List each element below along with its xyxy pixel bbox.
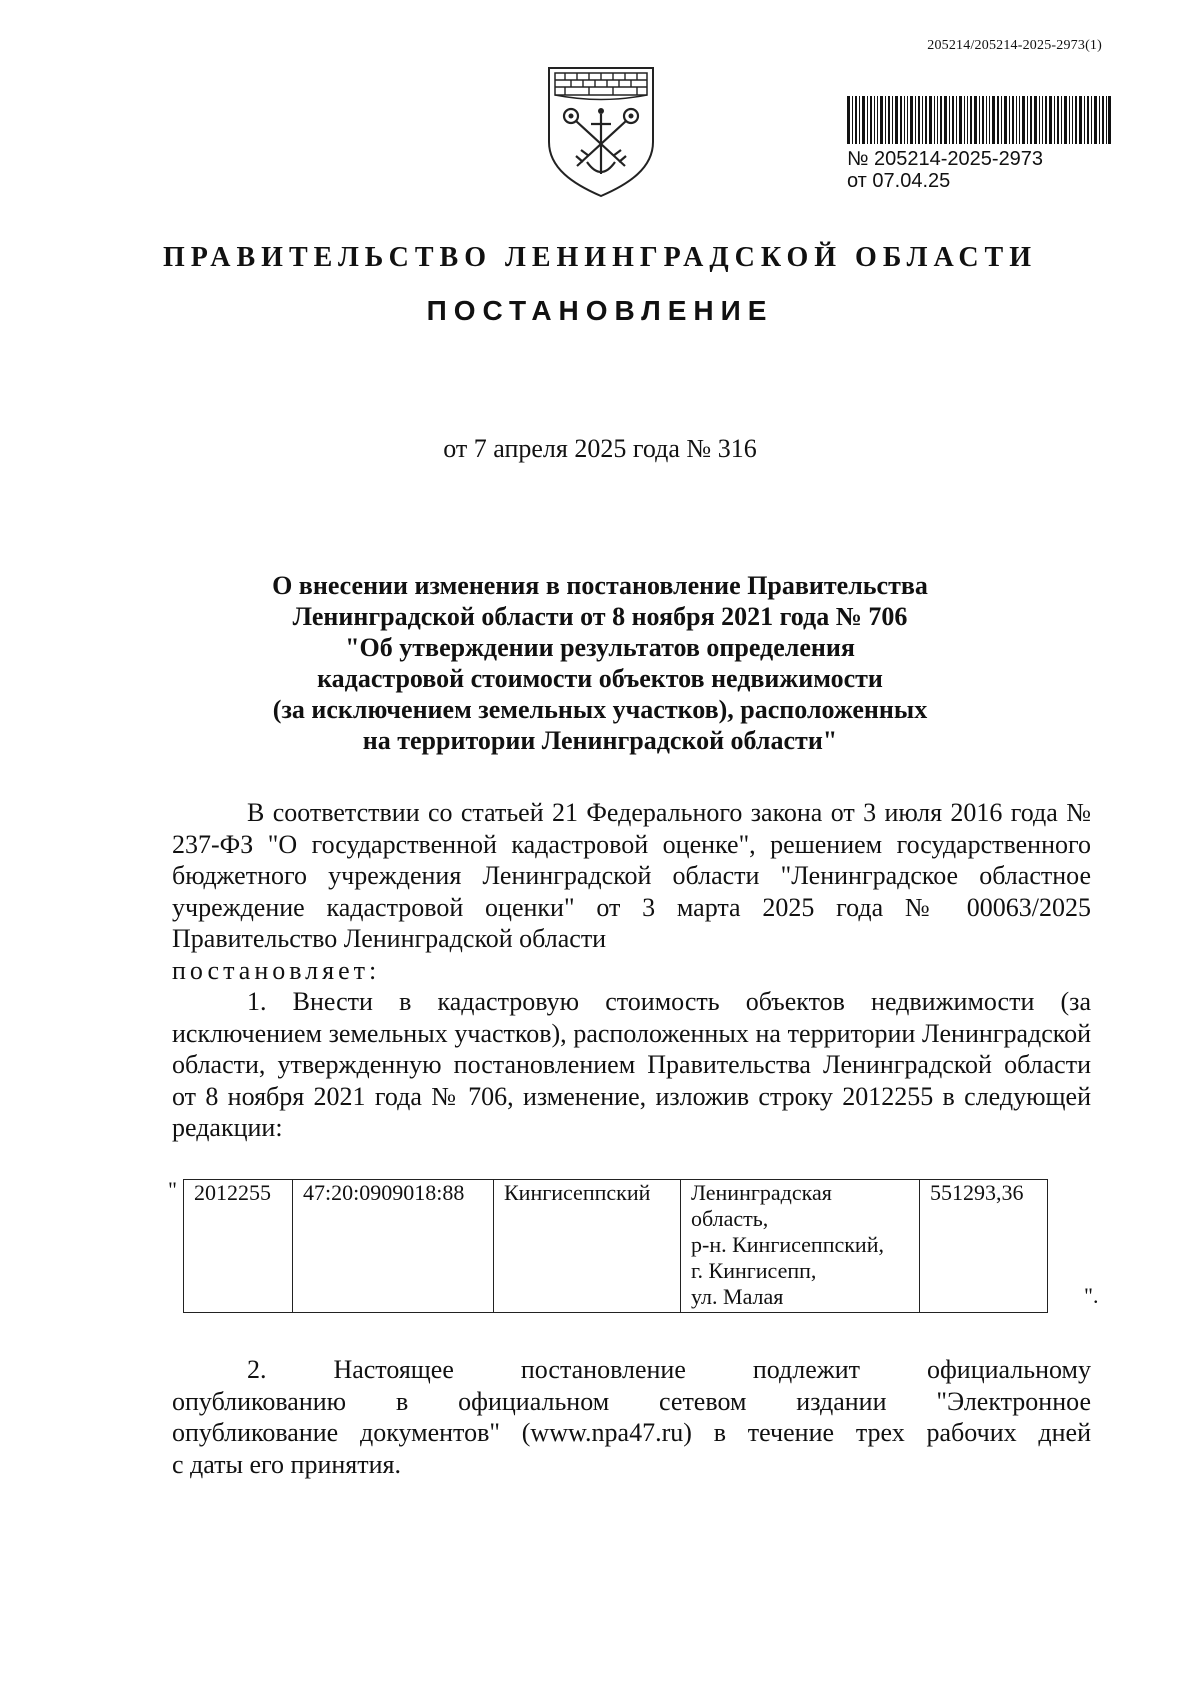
- closing-quote: ".: [1084, 1283, 1099, 1308]
- address-line: Ленинградская: [691, 1180, 832, 1205]
- item-2-line: 2. Настоящее постановление подлежит официальному: [247, 1355, 1091, 1384]
- subject-line: на территории Ленинградской области": [362, 726, 838, 755]
- government-title: ПРАВИТЕЛЬСТВО ЛЕНИНГРАДСКОЙ ОБЛАСТИ: [162, 242, 1038, 273]
- document-date-number: от 7 апреля 2025 года № 316: [443, 434, 757, 463]
- subject-line: О внесении изменения в постановление Правительства: [272, 571, 928, 600]
- address-line: р-н. Кингисеппский,: [691, 1232, 884, 1257]
- table-row: [184, 1180, 1048, 1313]
- subject-line: кадастровой стоимости объектов недвижимости: [317, 664, 883, 693]
- decrees-word: постановляет:: [172, 955, 381, 985]
- item-2-paragraph: [172, 1354, 1091, 1480]
- item-2-line: опубликованию в официальном сетевом издании "Электронное: [172, 1386, 1091, 1416]
- item-2-line: с даты его принятия.: [172, 1449, 401, 1479]
- document-body: [172, 797, 1091, 1144]
- district-cell: Кингисеппский: [494, 1180, 681, 1313]
- preamble-paragraph: В соответствии со статьей 21 Федерального закона от 3 июля 2016 года № 237-ФЗ "О государственной кадастровой оценке", решением государственного бюджетного учреждения Ленинградской области "Ленинградское областное учреждение кадастровой оценки" от 3 марта 2025 года № 00063/2025 Правительство Ленинградской области: [172, 798, 1091, 953]
- barcode-icon: [847, 96, 1111, 144]
- subject-line: Ленинградской области от 8 ноября 2021 года № 706: [292, 602, 908, 631]
- opening-quote: ": [168, 1177, 177, 1202]
- amendment-row-block: [168, 1179, 1098, 1315]
- address-line: г. Кингисепп,: [691, 1258, 817, 1283]
- coat-of-arms-icon: [543, 64, 659, 198]
- registration-stamp: [847, 96, 1112, 192]
- registration-date: от 07.04.25: [847, 170, 951, 192]
- document-subject: [160, 570, 1040, 756]
- address-line: ул. Малая: [691, 1284, 784, 1309]
- row-number-cell: 2012255: [184, 1180, 293, 1313]
- item-1-paragraph: 1. Внести в кадастровую стоимость объектов недвижимости (за исключением земельных участков), расположенных на территории Ленинградской области, утвержденную постановлением Правительства Ленинградской области от 8 ноября 2021 года № 706, изменение, изложив строку 2012255 в следующей редакции:: [172, 987, 1091, 1142]
- item-2-line: опубликование документов" (www.npa47.ru) в течение трех рабочих дней: [172, 1418, 1091, 1447]
- subject-line: "Об утверждении результатов определения: [345, 633, 855, 662]
- subject-line: (за исключением земельных участков), расположенных: [272, 695, 928, 724]
- registration-number: № 205214-2025-2973: [847, 148, 1044, 170]
- amendment-table: [183, 1179, 1048, 1313]
- cadastral-number-cell: 47:20:0909018:88: [293, 1180, 494, 1313]
- page-identifier: 205214/205214-2025-2973(1): [927, 38, 1102, 53]
- address-cell: [681, 1180, 920, 1313]
- address-line: область,: [691, 1206, 769, 1231]
- document-type: ПОСТАНОВЛЕНИЕ: [426, 295, 774, 326]
- cadastral-value-cell: 551293,36: [920, 1180, 1048, 1313]
